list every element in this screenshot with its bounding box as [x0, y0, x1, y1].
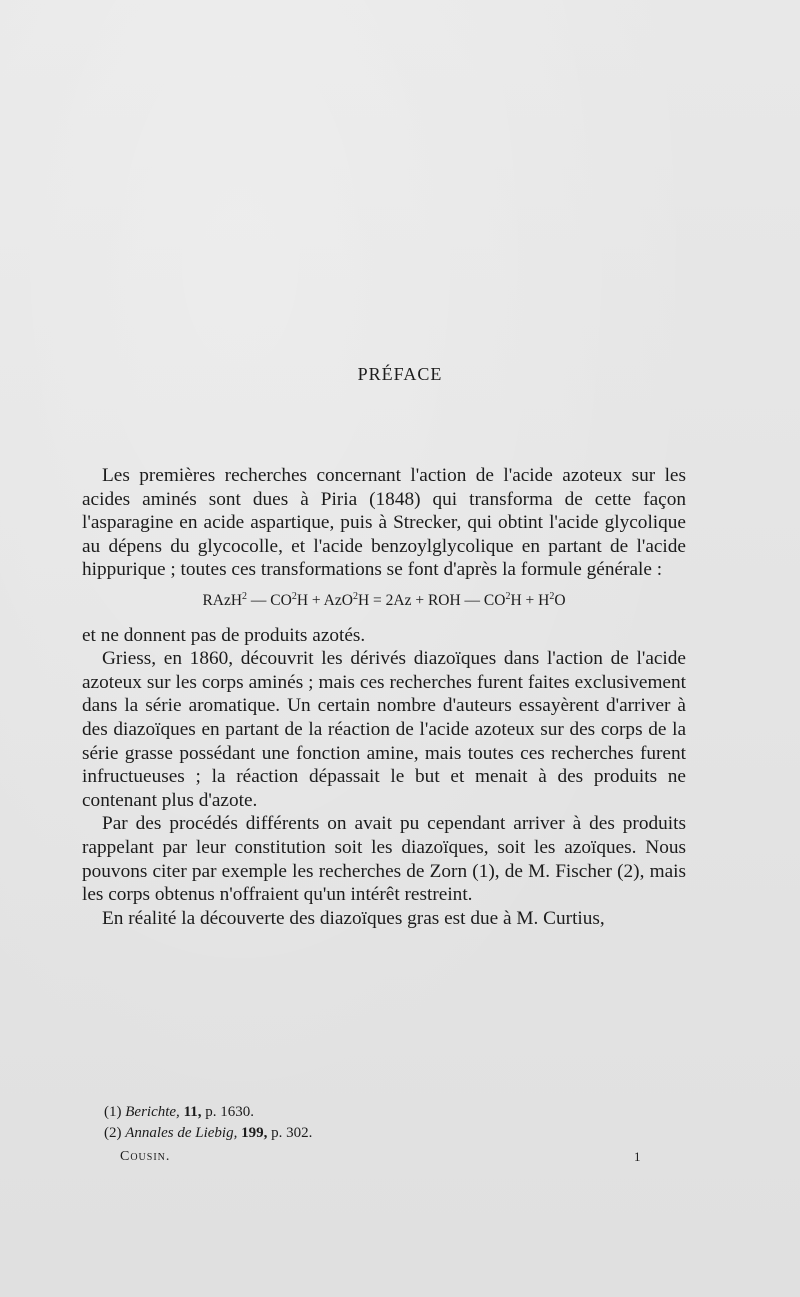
formula-part: H + H: [510, 591, 550, 609]
footnote-2: [104, 1123, 312, 1144]
footnote-1: [104, 1102, 312, 1123]
paragraph-4: Par des procédés différents on avait pu cependant arriver à des produits rappelant par leur constitution soit les diazoïques, soit les azoïques. Nous pouvons citer par exemple les recherches de Zorn (1), de M. Fischer (2), mais les corps obtenus n'offraient qu'un intérêt restreint.: [82, 813, 686, 906]
page-title: PRÉFACE: [357, 364, 443, 384]
footnote-volume: 11,: [183, 1104, 202, 1120]
formula-part: — CO: [247, 591, 292, 609]
footnotes: [104, 1102, 312, 1144]
footnote-volume: 199,: [241, 1125, 268, 1141]
body-text: [82, 464, 686, 930]
footnote-marker: (2): [104, 1125, 122, 1141]
formula-part: H = 2Az + ROH — CO: [357, 591, 506, 609]
formula-sup: 2: [352, 590, 358, 602]
signature-number: 1: [634, 1149, 641, 1164]
footnote-marker: (1): [104, 1104, 122, 1120]
footnote-title: Berichte,: [125, 1104, 180, 1120]
formula-part: RAzH: [202, 591, 243, 609]
paragraph-5: En réalité la découverte des diazoïques gras est due à M. Curtius,: [102, 907, 605, 929]
formula-sup: 2: [505, 590, 511, 602]
footnote-page: p. 1630.: [205, 1104, 254, 1120]
paragraph-2: et ne donnent pas de produits azotés.: [82, 624, 366, 646]
formula-sup: 2: [242, 590, 248, 602]
signature: Cousin.: [120, 1149, 171, 1164]
footnote-page: p. 302.: [271, 1125, 313, 1141]
footnote-title: Annales de Liebig,: [125, 1125, 238, 1141]
paragraph-1: Les premières recherches concernant l'action de l'acide azoteux sur les acides aminés sont dues à Piria (1848) qui transforma de cette façon l'asparagine en acide aspartique, puis à Strecker, qui obtint l'acide glycolique au dépens du glycocolle, et l'acide benzoylglycolique en partant de l'acide hippurique ; toutes ces transformations se font d'après la formule générale :: [82, 465, 686, 581]
formula-sup: 2: [549, 590, 555, 602]
formula-sup: 2: [291, 590, 297, 602]
formula: [82, 589, 686, 613]
formula-part: O: [554, 591, 566, 609]
paragraph-3: Griess, en 1860, découvrit les dérivés diazoïques dans l'action de l'acide azoteux sur les corps aminés ; mais ces recherches furent faites exclusivement dans la série aromatique. Un certain nombre d'auteurs essayèrent d'arriver à des diazoïques en partant de la réaction de l'acide azoteux sur des corps de la série grasse possédant une fonction amine, mais toutes ces recherches furent infructueuses ; la réaction dépassait le but et menait à des produits ne contenant plus d'azote.: [82, 648, 686, 811]
formula-part: H + AzO: [296, 591, 353, 609]
